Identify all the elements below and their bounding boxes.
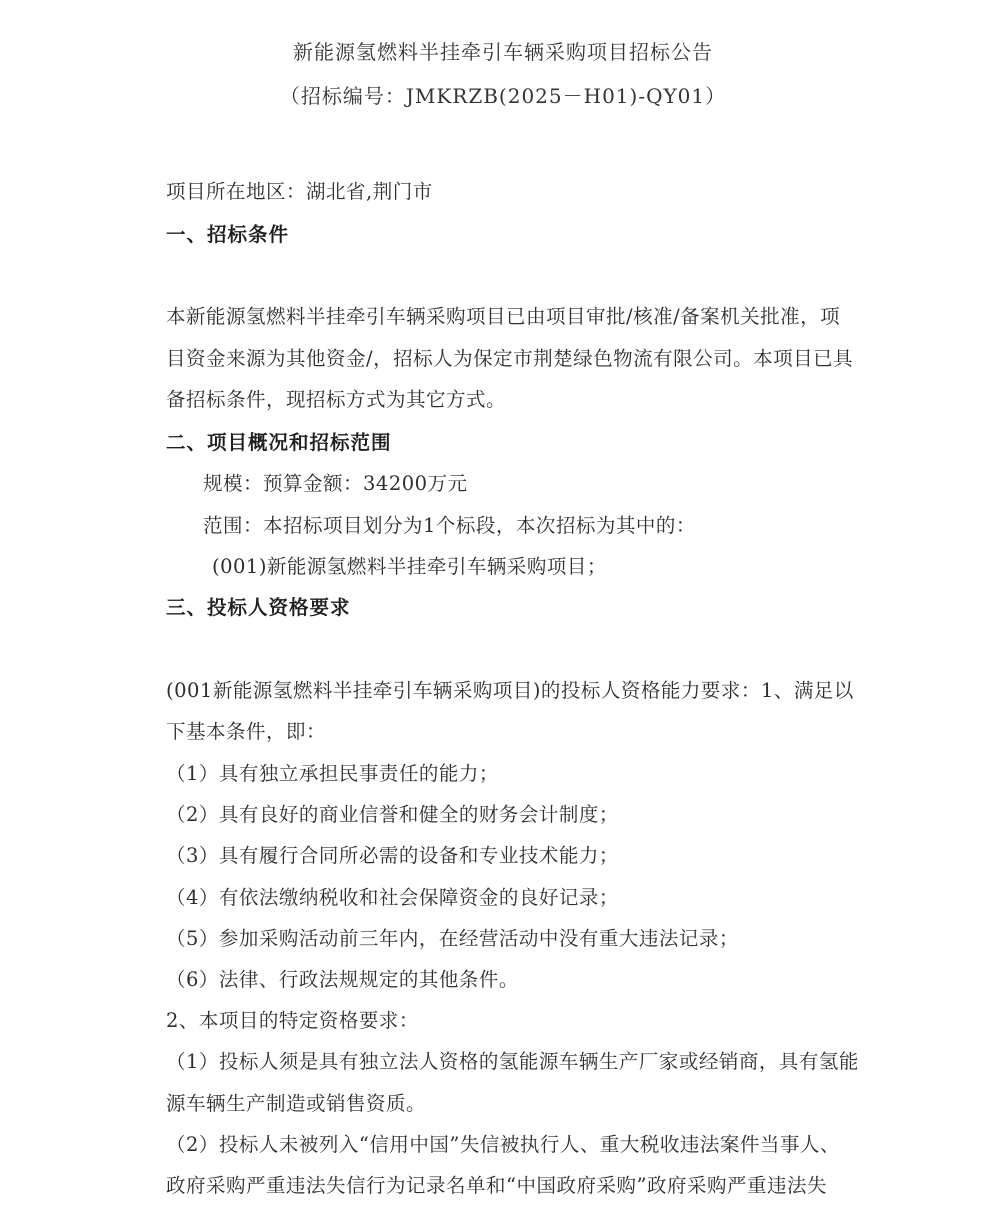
specific-requirement-line: （2）投标人未被列入“信用中国”失信被执行人、重大税收违法案件当事人、 <box>166 1133 840 1156</box>
basic-condition-item: （2）具有良好的商业信誉和健全的财务会计制度； <box>166 803 619 826</box>
section-1-line: 备招标条件，现招标方式为其它方式。 <box>166 388 507 411</box>
section-2-heading: 二、项目概况和招标范围 <box>166 431 392 454</box>
qualification-intro: 下基本条件，即： <box>166 720 327 743</box>
section-3-heading: 三、投标人资格要求 <box>166 596 351 619</box>
tender-number: （招标编号：JMKRZB(2025－H01)-QY01） <box>279 84 727 108</box>
specific-requirement-line: 政府采购严重违法失信行为记录名单和“中国政府采购”政府采购严重违法失 <box>166 1174 827 1197</box>
project-location: 项目所在地区：湖北省,荆门市 <box>166 180 433 203</box>
specific-requirements-heading: 2、本项目的特定资格要求： <box>166 1009 419 1032</box>
bid-scope: 范围：本招标项目划分为1个标段，本次招标为其中的： <box>203 514 696 537</box>
lot-item: (001)新能源氢燃料半挂牵引车辆采购项目； <box>212 555 607 578</box>
specific-requirement-line: （1）投标人须是具有独立法人资格的氢能源车辆生产厂家或经销商，具有氢能 <box>166 1050 859 1073</box>
budget-scale: 规模：预算金额：34200万元 <box>203 472 468 495</box>
document-title: 新能源氢燃料半挂牵引车辆采购项目招标公告 <box>293 40 713 64</box>
section-1-line: 本新能源氢燃料半挂牵引车辆采购项目已由项目审批/核准/备案机关批准，项 <box>166 305 841 328</box>
basic-condition-item: （6）法律、行政法规规定的其他条件。 <box>166 968 519 991</box>
basic-condition-item: （1）具有独立承担民事责任的能力； <box>166 762 499 785</box>
specific-requirement-line: 源车辆生产制造或销售资质。 <box>166 1092 427 1115</box>
section-1-line: 目资金来源为其他资金/，招标人为保定市荆楚绿色物流有限公司。本项目已具 <box>166 347 854 370</box>
section-1-heading: 一、招标条件 <box>166 223 290 246</box>
basic-condition-item: （4）有依法缴纳税收和社会保障资金的良好记录； <box>166 886 619 909</box>
basic-condition-item: （5）参加采购活动前三年内，在经营活动中没有重大违法记录； <box>166 927 739 950</box>
basic-condition-item: （3）具有履行合同所必需的设备和专业技术能力； <box>166 844 619 867</box>
qualification-intro: (001新能源氢燃料半挂牵引车辆采购项目)的投标人资格能力要求：1、满足以 <box>166 679 854 702</box>
